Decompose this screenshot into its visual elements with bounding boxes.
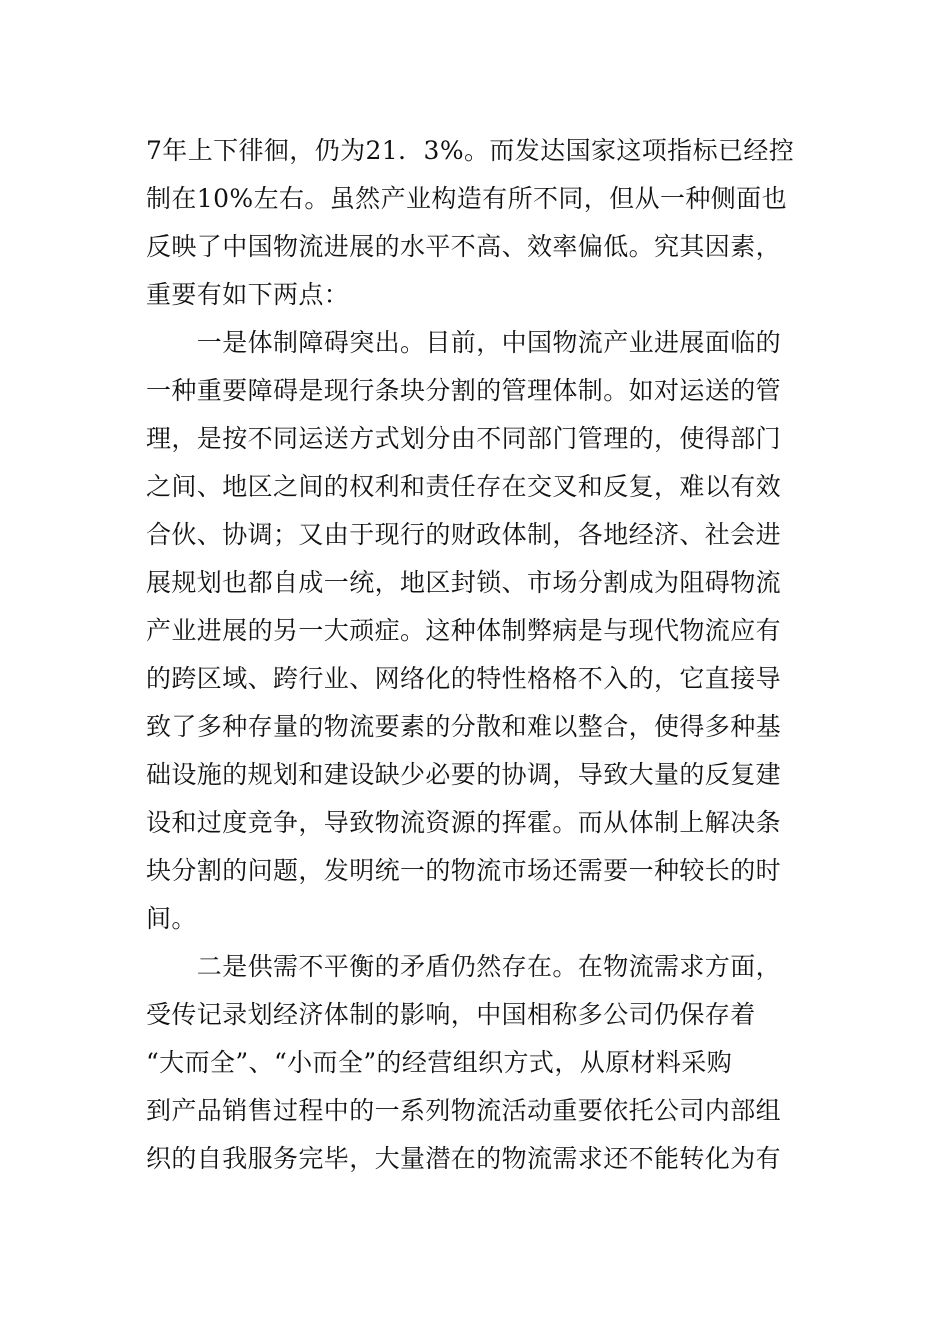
paragraph-2 [146,319,806,943]
body-text [146,127,806,1183]
text-line: 产业进展的另一大顽症。这种体制弊病是与现代物流应有 [146,616,782,645]
text-line: 7年上下徘徊，仍为21．3%。而发达国家这项指标已经控 [146,136,795,165]
paragraph-1 [146,127,806,319]
text-line: 一种重要障碍是现行条块分割的管理体制。如对运送的管 [146,376,782,405]
text-line: 合伙、协调；又由于现行的财政体制，各地经济、社会进 [146,520,782,549]
text-line: 之间、地区之间的权利和责任存在交叉和反复，难以有效 [146,472,782,501]
text-line: 一是体制障碍突出。目前，中国物流产业进展面临的 [146,328,782,357]
text-line: 制在10%左右。虽然产业构造有所不同，但从一种侧面也 [146,184,787,213]
text-line: 间。 [146,904,197,933]
text-line: 块分割的问题，发明统一的物流市场还需要一种较长的时 [146,856,782,885]
text-line: 重要有如下两点： [146,280,350,309]
text-line: “大而全”、“小而全”的经营组织方式，从原材料采购 [146,1048,733,1077]
text-line: 到产品销售过程中的一系列物流活动重要依托公司内部组 [146,1096,782,1125]
text-line: 致了多种存量的物流要素的分散和难以整合，使得多种基 [146,712,782,741]
text-line: 受传记录划经济体制的影响，中国相称多公司仍保存着 [146,1000,756,1029]
text-line: 的跨区域、跨行业、网络化的特性格格不入的，它直接导 [146,664,782,693]
text-line: 织的自我服务完毕，大量潜在的物流需求还不能转化为有 [146,1144,782,1173]
text-line: 反映了中国物流进展的水平不高、效率偏低。究其因素， [146,232,782,261]
text-line: 设和过度竞争，导致物流资源的挥霍。而从体制上解决条 [146,808,782,837]
text-line: 础设施的规划和建设缺少必要的协调，导致大量的反复建 [146,760,782,789]
text-line: 展规划也都自成一统，地区封锁、市场分割成为阻碍物流 [146,568,782,597]
text-line: 理，是按不同运送方式划分由不同部门管理的，使得部门 [146,424,782,453]
text-line: 二是供需不平衡的矛盾仍然存在。在物流需求方面， [146,952,782,981]
paragraph-3 [146,943,806,1183]
